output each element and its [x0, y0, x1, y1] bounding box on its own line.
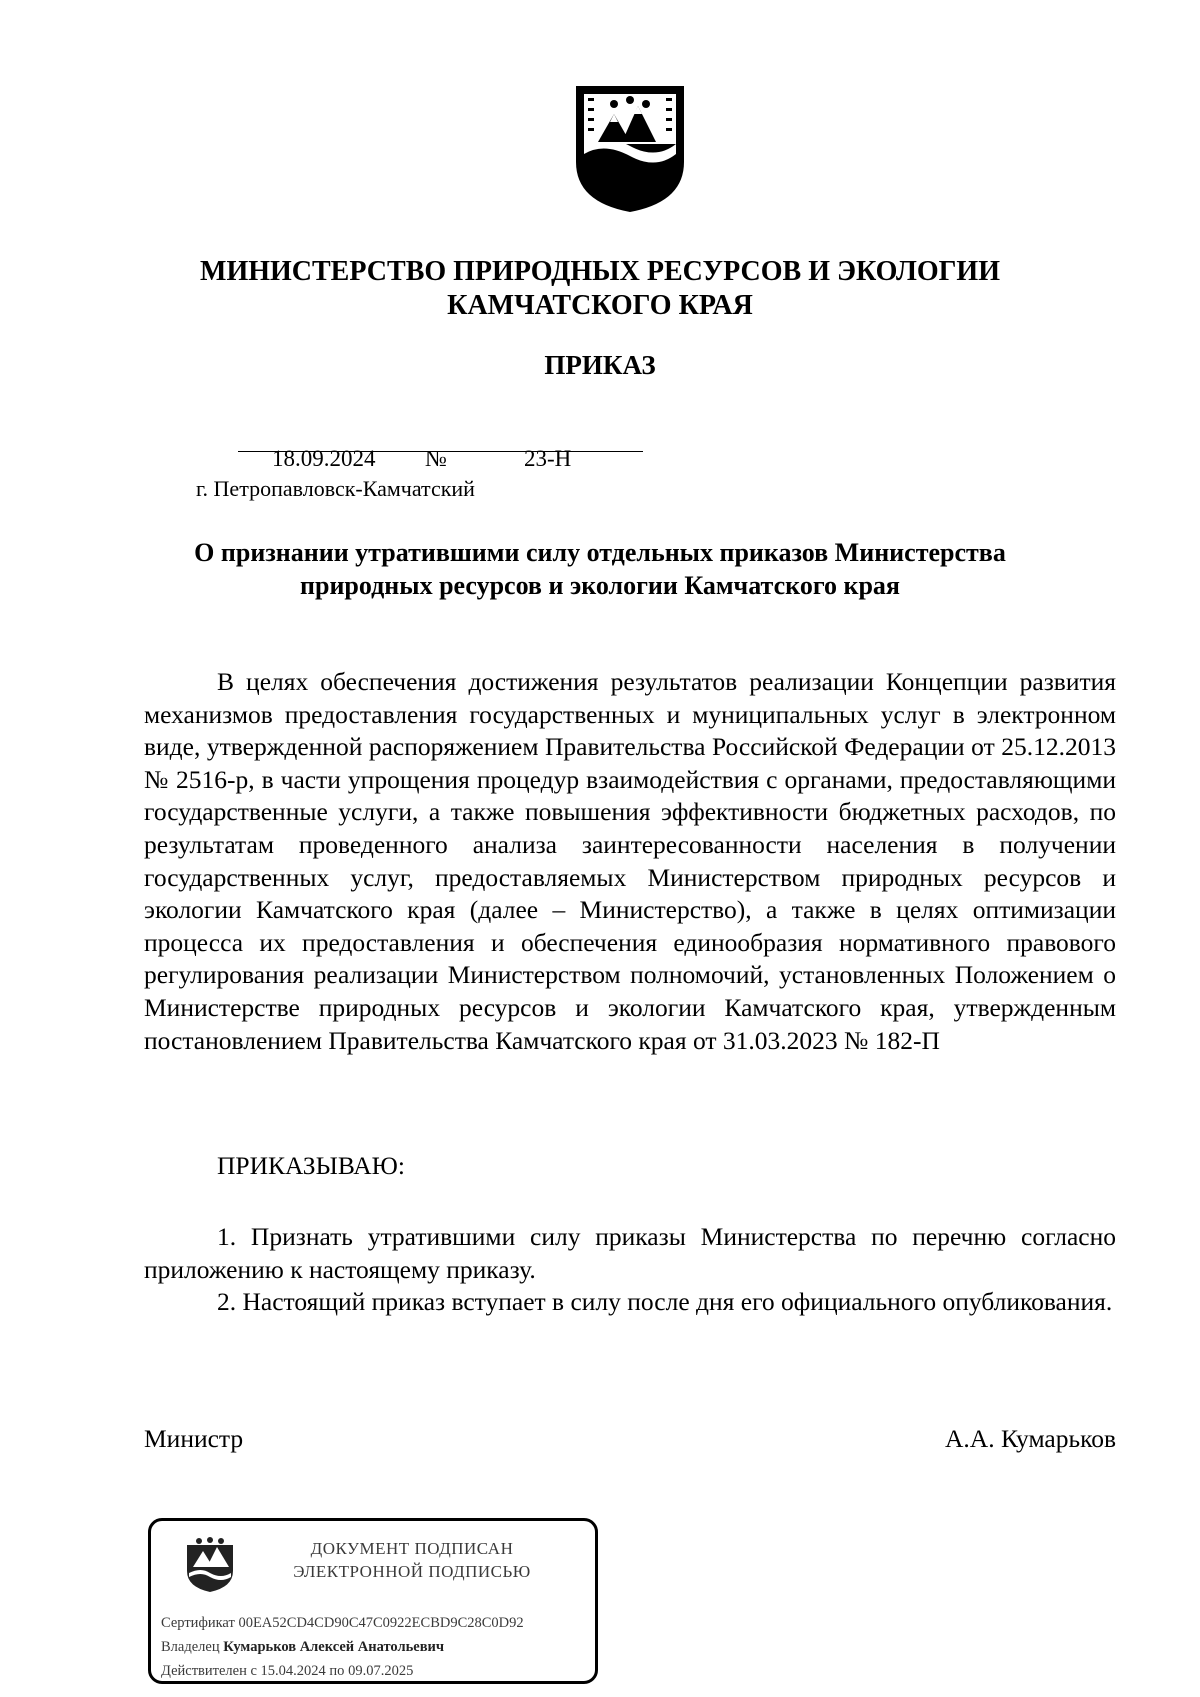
preamble-paragraph: В целях обеспечения достижения результатов реализации Концепции развития механизмов предоставления государственных и муниципальных услуг в электронном виде, утвержденной распоряжением Правительства Российской Федерации от 25.12.2013 № 2516-р, в части упрощения процедур взаимодействия с органами, предоставляющими государственные услуги, а также повышения эффективности бюджетных расходов, по результатам проведенного анализа заинтересованности населения в получении государственных услуг, предоставляемых Министерством природных ресурсов и экологии Камчатского края (далее – Министерство), а также в целях оптимизации процесса их предоставления и обеспечения единообразия нормативного правового регулирования реализации Министерством полномочий, установленных Положением о Министерстве природных ресурсов и экологии Камчатского края, утвержденным постановлением Правительства Камчатского края от 31.03.2023 № 182-П [144, 667, 1116, 1055]
stamp-certificate-row [161, 1615, 524, 1632]
valid-to-date: 09.07.2025 [348, 1663, 414, 1679]
signatory-role: Министр [144, 1424, 244, 1453]
organization-name-line1: МИНИСТЕРСТВО ПРИРОДНЫХ РЕСУРСОВ И ЭКОЛОГИИ [200, 256, 1000, 287]
stamp-validity-row [161, 1663, 413, 1680]
stamp-title-line2: ЭЛЕКТРОННОЙ ПОДПИСЬЮ [293, 1562, 531, 1581]
order-items [144, 1221, 1116, 1319]
kamchatka-coat-of-arms-icon [574, 84, 686, 214]
stamp-title-line1: ДОКУМЕНТ ПОДПИСАН [310, 1539, 514, 1558]
electronic-signature-stamp [148, 1518, 598, 1684]
subject-line2: природных ресурсов и экологии Камчатского края [300, 571, 900, 600]
valid-to-label: по [329, 1663, 345, 1679]
stamp-title [247, 1537, 577, 1583]
signatory-name: А.А. Кумарьков [944, 1424, 1116, 1453]
subject-line1: О признании утратившими силу отдельных приказов Министерства [194, 538, 1006, 567]
stamp-owner-row [161, 1639, 444, 1656]
owner-label: Владелец [161, 1639, 220, 1655]
document-city: г. Петропавловск-Камчатский [196, 476, 475, 501]
document-date: 18.09.2024 [272, 446, 376, 471]
document-type: ПРИКАЗ [544, 350, 656, 380]
order-item-2: 2. Настоящий приказ вступает в силу после дня его официального опубликования. [217, 1287, 1113, 1317]
stamp-coat-of-arms-icon [185, 1537, 235, 1593]
valid-from-date: 15.04.2024 [260, 1663, 326, 1679]
valid-from-label: Действителен с [161, 1663, 257, 1679]
order-word: ПРИКАЗЫВАЮ: [217, 1151, 405, 1180]
certificate-label: Сертификат [161, 1615, 235, 1631]
number-sign: № [425, 446, 447, 471]
organization-name-line2: КАМЧАТСКОГО КРАЯ [447, 290, 753, 321]
order-item-1: 1. Признать утратившими силу приказы Министерства по перечню согласно приложению к настоящему приказу. [144, 1222, 1116, 1284]
certificate-value: 00EA52CD4CD90C47C0922ECBD9C28C0D92 [238, 1615, 524, 1631]
document-number: 23-Н [524, 446, 572, 471]
body-preamble [144, 666, 1116, 1057]
owner-value: Кумарьков Алексей Анатольевич [223, 1639, 445, 1655]
